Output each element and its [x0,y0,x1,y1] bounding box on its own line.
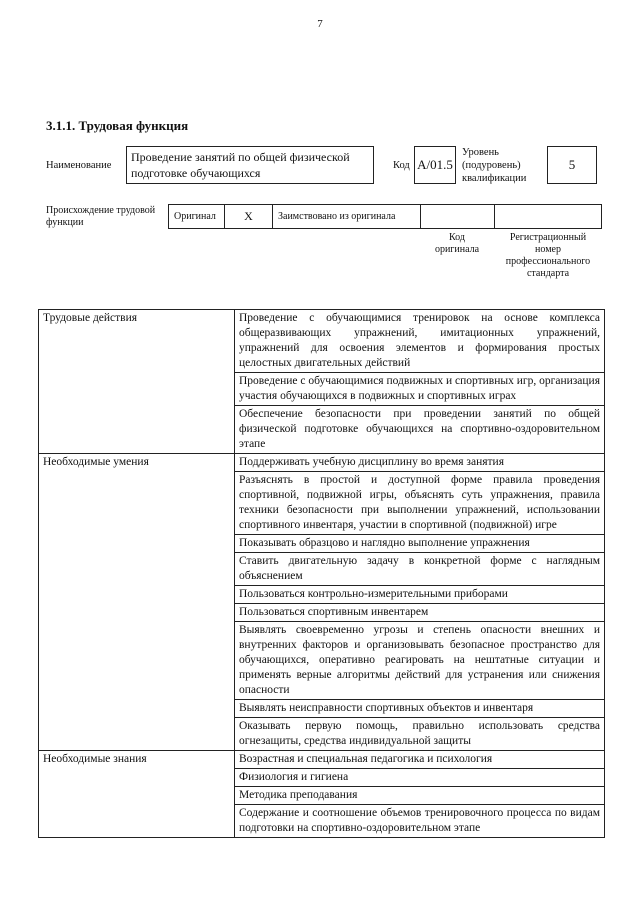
code-caption-line: оригинала [434,244,480,255]
table-row [39,454,605,472]
registration-caption [494,232,602,280]
registration-caption-line: Регистрационный [509,232,587,243]
borrowed-label: Заимствовано из оригинала [273,205,421,228]
item-cell: Поддерживать учебную дисциплину во время занятия [235,454,605,472]
item-cell: Показывать образцово и наглядно выполнение упражнения [235,535,605,553]
registration-caption-line: профессионального [505,256,591,267]
level-label [462,146,526,185]
function-details-table [38,309,605,838]
item-cell: Содержание и соотношение объемов тренировочного процесса по видам подготовки на спортивно-оздоровительном этапе [235,805,605,838]
item-cell: Возрастная и специальная педагогика и психология [235,751,605,769]
item-cell: Методика преподавания [235,787,605,805]
registration-caption-line: номер [535,244,561,255]
registration-caption-line: стандарта [526,268,570,279]
item-cell: Проведение с обучающимися тренировок на основе комплекса общеразвивающих упражнений, имитационных упражнений, упражнений для освоения элементов и формирования простых целостных двигательных действий [235,310,605,373]
original-code-cell [421,205,495,228]
origin-label-line: функции [46,217,84,228]
item-cell: Оказывать первую помощь, правильно использовать средства огнезащиты, средства индивидуальной защиты [235,718,605,751]
table-row [39,751,605,769]
item-cell: Обеспечение безопасности при проведении занятий по общей физической подготовке обучающихся на спортивно-оздоровительном этапе [235,406,605,454]
category-cell: Необходимые умения [39,454,235,751]
level-label-line: квалификации [462,173,527,184]
level-box: 5 [547,146,597,184]
name-label: Наименование [46,160,112,171]
item-cell: Разъяснять в простой и доступной форме правила проведения спортивной, подвижной игры, объяснять суть упражнения, правила техники безопасности при выполнении упражнений, использовании спортивного инвентаря, участии в спортивной (подвижной) игре [235,472,605,535]
code-label: Код [393,160,410,171]
level-label-line: Уровень [462,147,499,158]
item-cell: Выявлять своевременно угрозы и степень опасности внешних и внутренних факторов и организовывать безопасное пространство для обучающихся, оперативно реагировать на нештатные ситуации и применять верные алгоритмы действий для устранения или снижения опасности [235,622,605,700]
original-mark: X [225,205,273,228]
item-cell: Пользоваться контрольно-измерительными приборами [235,586,605,604]
item-cell: Проведение с обучающимися подвижных и спортивных игр, организация участия обучающихся в подвижных и спортивных играх [235,373,605,406]
origin-label [46,205,155,229]
registration-number-cell [495,205,601,228]
function-name-box: Проведение занятий по общей физической подготовке обучающихся [126,146,374,184]
table-row [39,310,605,373]
item-cell: Ставить двигательную задачу в конкретной форме с наглядным объяснением [235,553,605,586]
page-number: 7 [317,18,323,30]
section-heading: 3.1.1. Трудовая функция [46,118,189,133]
item-cell: Пользоваться спортивным инвентарем [235,604,605,622]
original-label: Оригинал [169,205,225,228]
code-caption-line: Код [449,232,465,243]
item-cell: Выявлять неисправности спортивных объектов и инвентаря [235,700,605,718]
code-caption [420,232,494,256]
code-box: A/01.5 [414,146,456,184]
category-cell: Трудовые действия [39,310,235,454]
category-cell: Необходимые знания [39,751,235,838]
origin-label-line: Происхождение трудовой [46,205,156,216]
level-label-line: (подуровень) [462,160,521,171]
item-cell: Физиология и гигиена [235,769,605,787]
origin-table [168,204,602,229]
